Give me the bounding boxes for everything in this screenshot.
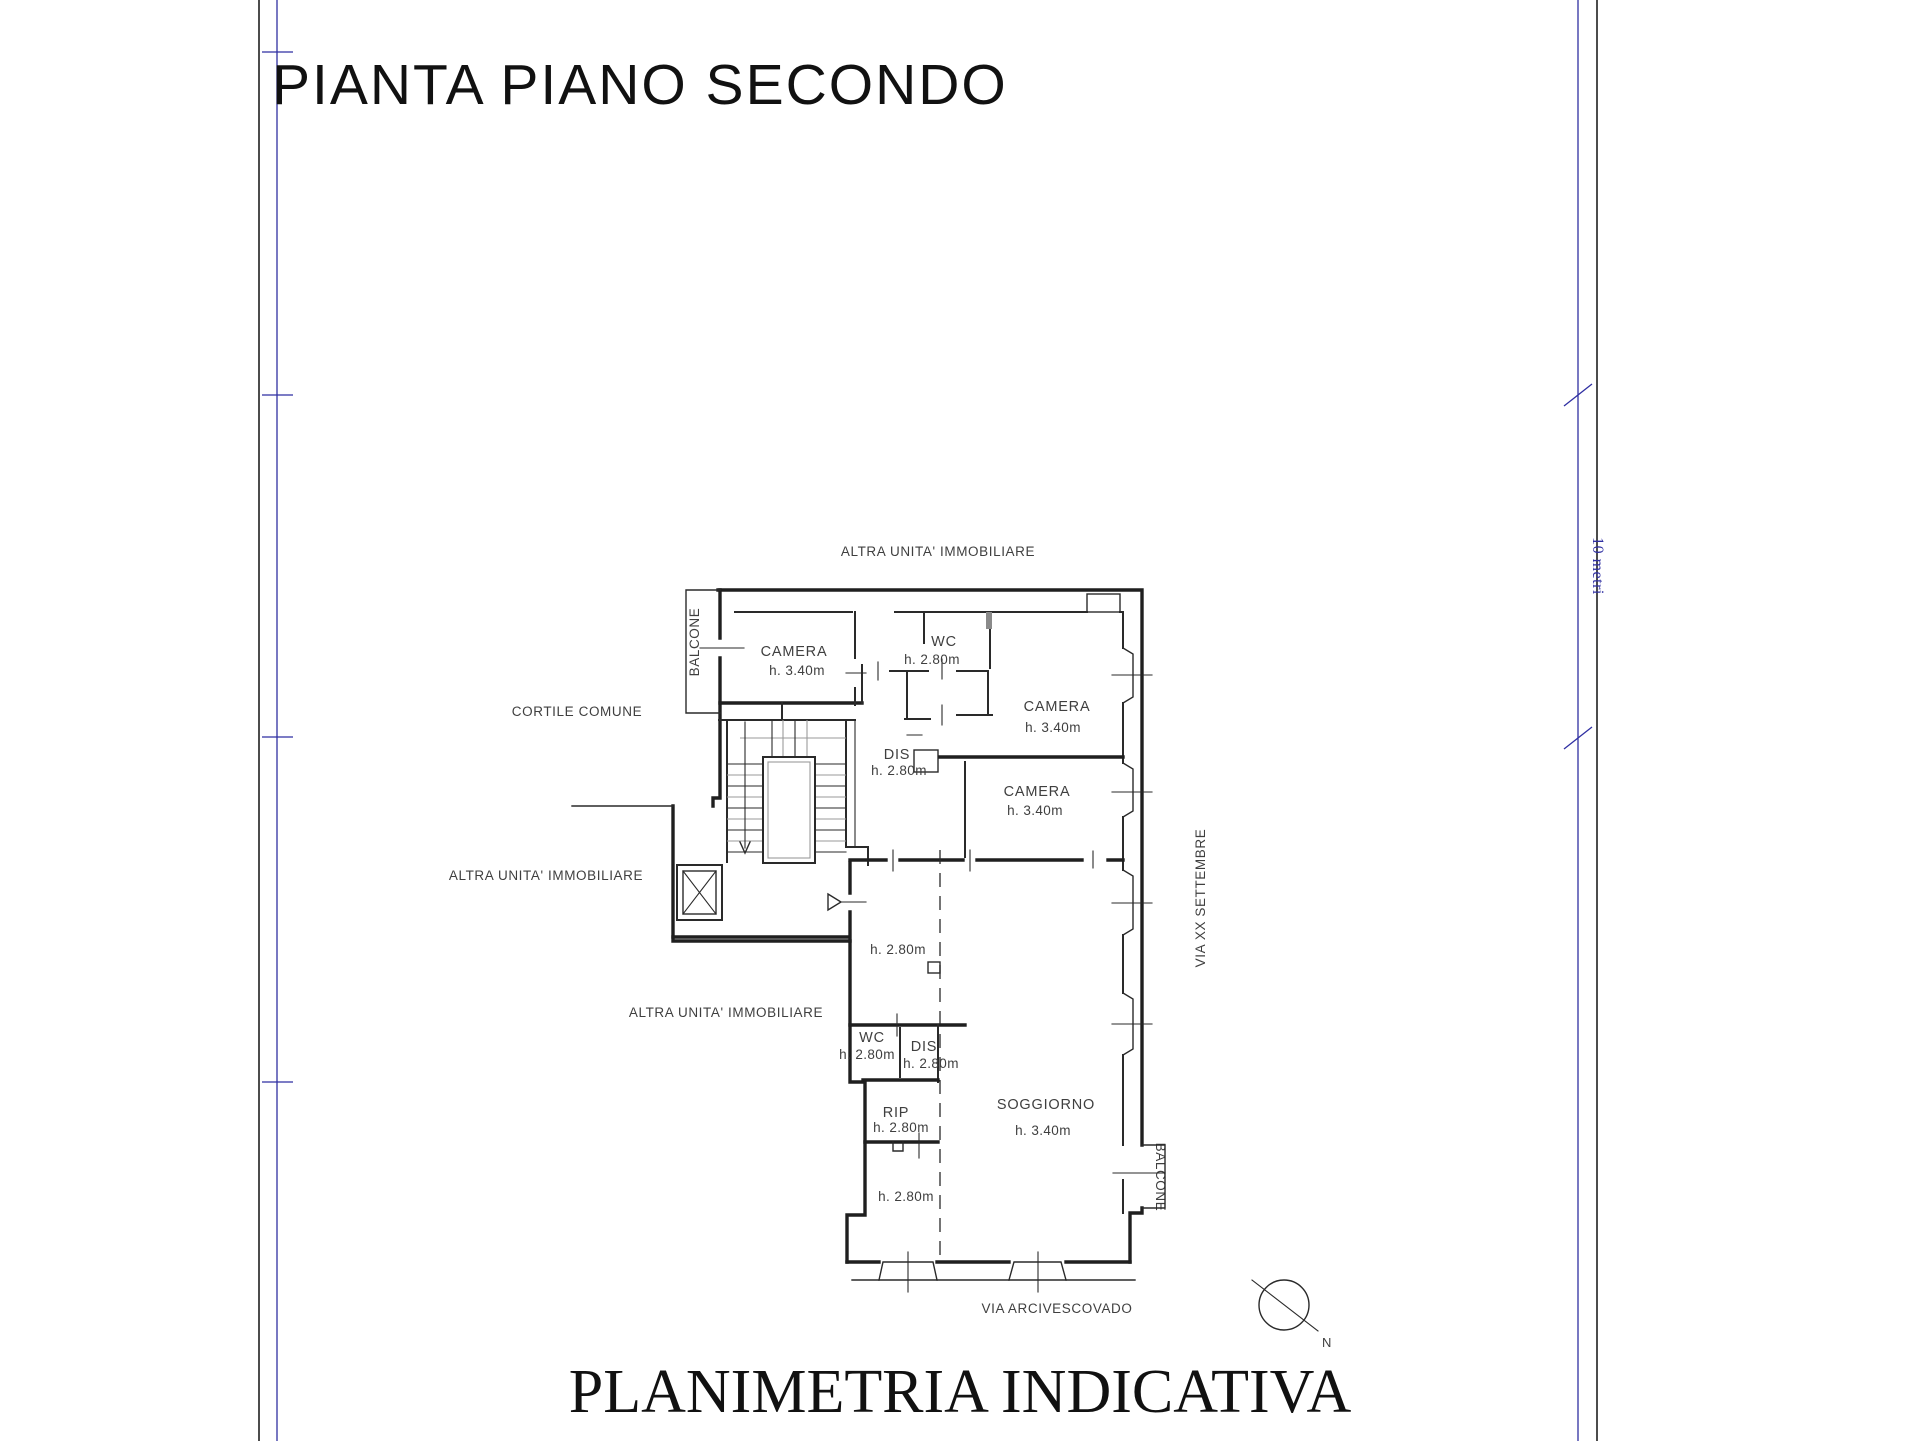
scale-label: 10 metri bbox=[1589, 537, 1606, 595]
windows-south bbox=[879, 1252, 1066, 1292]
label-west-unit: ALTRA UNITA' IMMOBILIARE bbox=[448, 868, 644, 883]
svg-text:h. 2.80m: h. 2.80m bbox=[871, 763, 927, 778]
room-soggiorno: SOGGIORNO bbox=[996, 1097, 1096, 1113]
label-street-south: VIA ARCIVESCOVADO bbox=[981, 1301, 1133, 1316]
room-camera-nw: CAMERA bbox=[760, 644, 828, 660]
room-hall-north: h. 2.80m bbox=[870, 942, 926, 957]
room-hall-south: h. 2.80m bbox=[878, 1189, 934, 1204]
scale-bar bbox=[1564, 384, 1606, 749]
page-title: PIANTA PIANO SECONDO bbox=[272, 53, 1008, 117]
sheet-frame bbox=[259, 0, 1606, 1441]
footer-title: PLANIMETRIA INDICATIVA bbox=[568, 1358, 1352, 1426]
label-balcony-east: BALCONE bbox=[1153, 1142, 1168, 1212]
label-balcony-west: BALCONE bbox=[687, 607, 702, 677]
svg-text:h. 3.40m: h. 3.40m bbox=[1015, 1123, 1071, 1138]
svg-text:h. 2.80m: h. 2.80m bbox=[873, 1120, 929, 1135]
room-dis-north: DIS bbox=[883, 747, 911, 763]
room-camera-ne: CAMERA bbox=[1023, 699, 1091, 715]
windows-east bbox=[1112, 612, 1152, 1213]
north-label: N bbox=[1322, 1335, 1332, 1350]
elevator bbox=[677, 865, 722, 920]
north-compass bbox=[1252, 1280, 1331, 1350]
label-courtyard: CORTILE COMUNE bbox=[511, 704, 643, 719]
svg-text:h. 3.40m: h. 3.40m bbox=[769, 663, 825, 678]
svg-text:h. 2.80m: h. 2.80m bbox=[904, 652, 960, 667]
room-camera-east: CAMERA bbox=[1003, 784, 1071, 800]
room-rip: RIP bbox=[882, 1105, 910, 1121]
svg-text:h. 3.40m: h. 3.40m bbox=[1025, 720, 1081, 735]
room-wc-north: WC bbox=[931, 634, 957, 650]
entrance-door bbox=[828, 863, 866, 941]
label-southwest-unit: ALTRA UNITA' IMMOBILIARE bbox=[628, 1005, 824, 1020]
exterior-walls bbox=[572, 590, 1142, 1280]
room-dis-south: DIS bbox=[910, 1039, 938, 1055]
room-wc-south: WC bbox=[859, 1030, 885, 1046]
label-street-east: VIA XX SETTEMBRE bbox=[1193, 828, 1208, 968]
label-top-unit: ALTRA UNITA' IMMOBILIARE bbox=[840, 544, 1036, 559]
svg-text:h. 3.40m: h. 3.40m bbox=[1007, 803, 1063, 818]
svg-text:h. 2.80m: h. 2.80m bbox=[903, 1056, 959, 1071]
svg-text:h. 2.80m: h. 2.80m bbox=[839, 1047, 895, 1062]
stairwell bbox=[673, 703, 868, 937]
stair-direction-arrow bbox=[740, 722, 750, 853]
